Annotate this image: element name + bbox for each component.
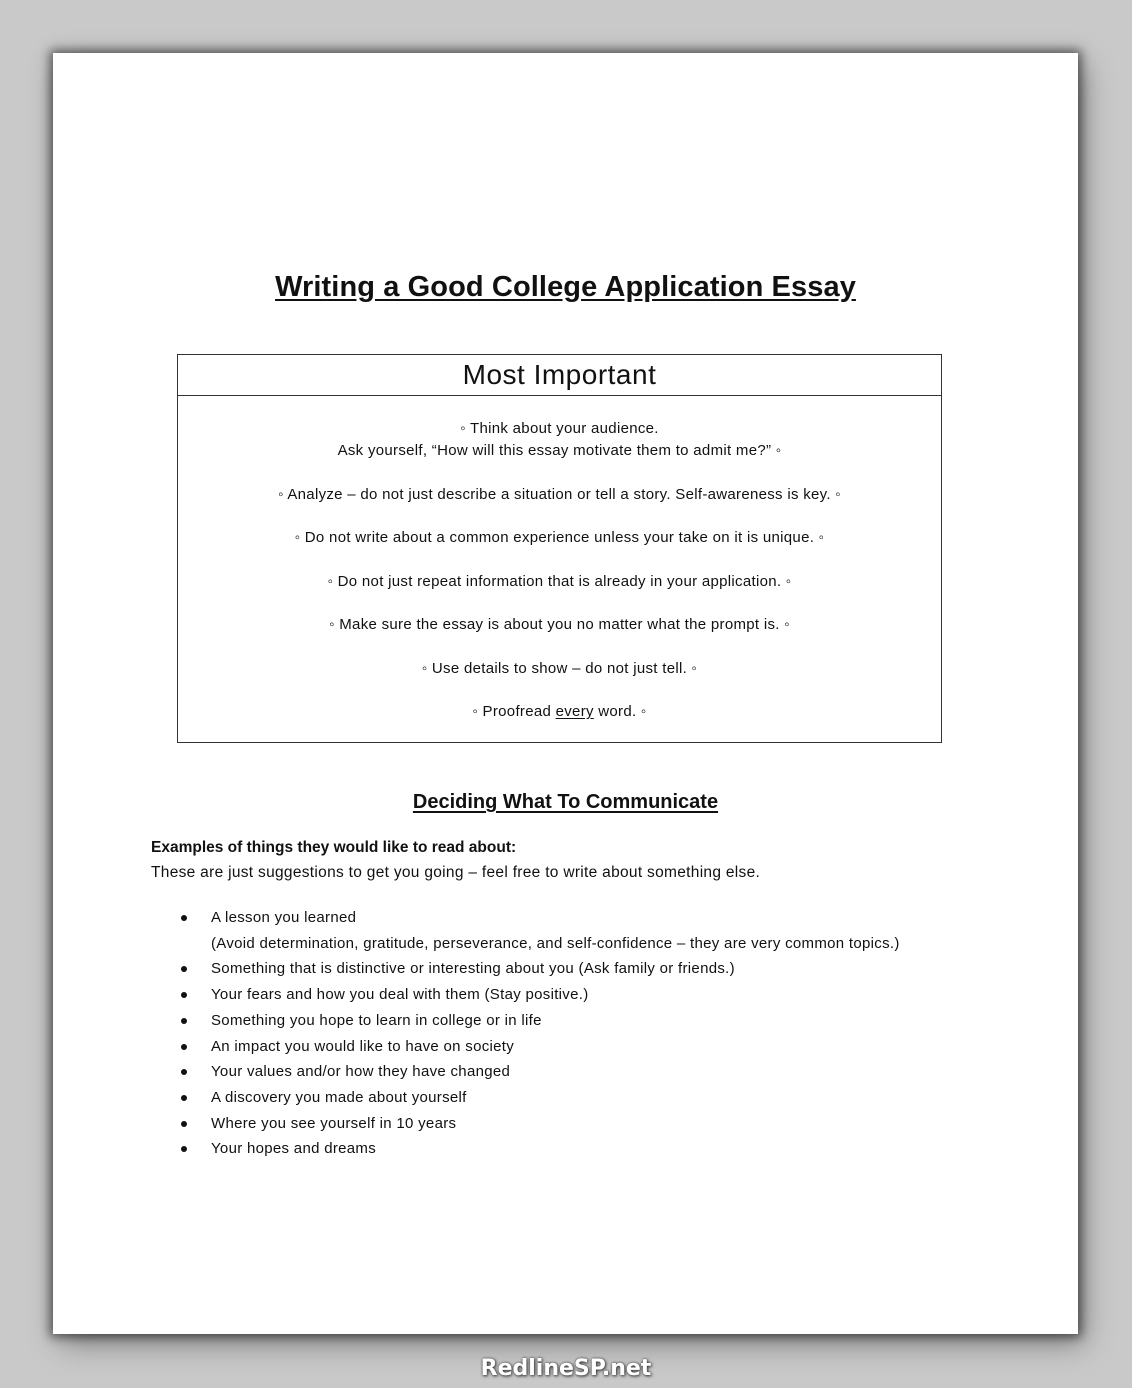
list-item-text: Your hopes and dreams — [211, 1140, 377, 1158]
tip-item: ◦ Do not just repeat information that is already in your application. ◦ — [327, 572, 792, 590]
bullet-icon — [181, 1044, 187, 1050]
list-item-text: Your values and/or how they have changed — [211, 1063, 511, 1081]
list-item — [179, 1008, 900, 1034]
topic-list — [179, 905, 900, 1162]
bullet-icon — [181, 992, 187, 998]
tip-item: ◦ Make sure the essay is about you no matter what the prompt is. ◦ — [329, 616, 790, 633]
list-item-text: Something you hope to learn in college or in life — [211, 1011, 542, 1029]
list-item — [179, 1136, 900, 1162]
examples-note: These are just suggestions to get you going – feel free to write about something else. — [151, 864, 761, 881]
examples-heading: Examples of things they would like to read about: — [151, 839, 517, 856]
tip-item — [178, 701, 941, 723]
box-heading: Most Important — [178, 355, 941, 396]
list-item — [179, 956, 900, 982]
tip-item: ◦ Use details to show – do not just tell. ◦ — [421, 659, 698, 677]
bullet-icon — [181, 1018, 187, 1024]
list-item — [179, 982, 900, 1008]
list-item-text: An impact you would like to have on society — [211, 1037, 515, 1055]
tip-text: Ask yourself, “How will this essay motivate them to admit me?” ◦ — [337, 442, 782, 459]
tip-item: ◦ Do not write about a common experience unless your take on it is unique. ◦ — [294, 529, 825, 546]
list-item — [179, 1034, 900, 1060]
bullet-icon — [181, 1095, 187, 1101]
tips-list — [178, 396, 941, 723]
tip-item: ◦ Analyze – do not just describe a situation or tell a story. Self-awareness is key. ◦ — [278, 485, 841, 503]
list-item-text: Something that is distinctive or interesting about you (Ask family or friends.) — [211, 960, 735, 978]
tip-emphasis: every — [555, 703, 594, 720]
most-important-box — [177, 354, 942, 743]
bullet-icon — [181, 966, 187, 972]
tip-text: ◦ Think about your audience. — [460, 420, 659, 437]
tip-text: word. ◦ — [593, 703, 647, 720]
section-title: Deciding What To Communicate — [412, 791, 719, 813]
list-item-text: Where you see yourself in 10 years — [211, 1114, 457, 1132]
list-item — [179, 1111, 900, 1137]
list-item — [179, 905, 900, 956]
list-item-text: A lesson you learned — [211, 909, 357, 926]
bullet-icon — [181, 1069, 187, 1075]
list-item — [179, 1059, 900, 1085]
tip-item — [178, 418, 941, 462]
list-item — [179, 1085, 900, 1111]
bullet-icon — [181, 915, 187, 921]
list-item-text: Your fears and how you deal with them (Stay positive.) — [211, 986, 589, 1004]
list-item-text: A discovery you made about yourself — [211, 1088, 467, 1106]
site-watermark: RedlineSP.net — [480, 1356, 652, 1381]
bullet-icon — [181, 1146, 187, 1152]
tip-text: ◦ Proofread — [472, 703, 556, 720]
bullet-icon — [181, 1121, 187, 1127]
document-title: Writing a Good College Application Essay — [275, 271, 856, 303]
list-item-subtext: (Avoid determination, gratitude, perseverance, and self-confidence – they are very common topics.) — [211, 934, 900, 952]
document-page — [53, 53, 1078, 1334]
